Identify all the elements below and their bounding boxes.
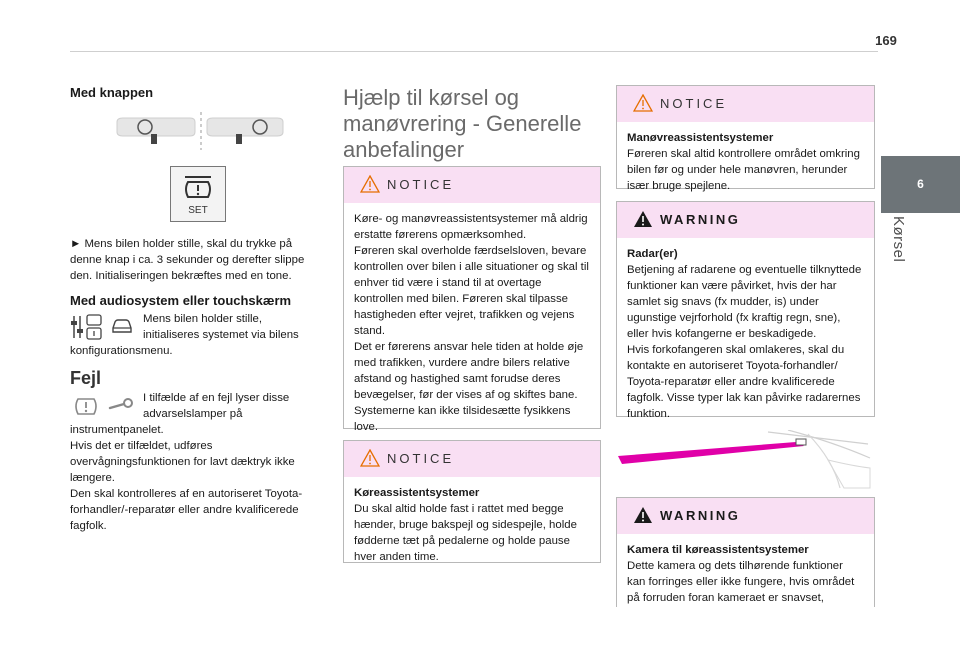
tire-pressure-icon [171, 169, 225, 207]
warning-lead: Radar(er) [627, 248, 678, 260]
warning-body [617, 534, 874, 606]
heading-audio-system: Med audiosystem eller touchskærm [70, 293, 292, 308]
notice-text-3: Det er førerens ansvar hele tiden at holde øje med trafikken, vurdere andre bilers relative afstand og hastighed samt forudse deres bevægelser, før der vises af og skiftes bane. [354, 341, 584, 401]
notice-text: Du skal altid holde fast i rattet med begge hænder, bruge bakspejl og sidespejle, holde fødderne tæt på pedalerne og holde pause hver anden time. [354, 503, 577, 563]
warning-header [617, 202, 874, 238]
steering-wheel-illustration-icon [115, 110, 285, 152]
warning-box-camera [616, 497, 875, 607]
para-fejl-rest [70, 422, 315, 534]
para-fejl-line1: I tilfælde af en fejl lyser disse [143, 392, 290, 404]
para-fejl-2: Hvis det er tilfældet, udføres overvågningsfunktionen for lavt dæktryk ikke længere. [70, 440, 295, 484]
notice-body [344, 203, 600, 435]
para-audio-block [143, 311, 318, 343]
wrench-icon [108, 398, 134, 412]
notice-text: Føreren skal altid kontrollere området omkring bilen før og under hele manøvren, herunder især bruge spejlene. [627, 148, 860, 192]
heading-fejl: Fejl [70, 368, 102, 388]
para-fejl-block [143, 390, 318, 422]
heading-med-knappen: Med knappen [70, 85, 154, 100]
notice-box-driving-assist [343, 440, 601, 563]
notice-body [617, 122, 874, 194]
para-fejl-3: Den skal kontrolleres af en autoriseret Toyota-forhandler/-reparatør eller andre kvalificerede fagfolk. [70, 488, 303, 532]
para-audio-line1: Mens bilen holder stille, [143, 313, 263, 325]
notice-lead: Manøvreassistentsystemer [627, 132, 774, 144]
warning-triangle-outline-icon [633, 94, 653, 112]
notice-header [344, 441, 600, 477]
notice-text-2: Føreren skal overholde færdselsloven, bevare kontrollen over bilen i alle situationer og skal til enhver tid være i stand til at overtage kontrollen med bilen. Føreren skal tilpasse hastigheden efter vejret, trafikken og vejens stand. [354, 245, 589, 337]
warning-box-radar [616, 201, 875, 420]
warning-triangle-outline-icon [360, 449, 380, 467]
car-icon [110, 316, 134, 336]
warning-lead: Kamera til køreassistentsystemer [627, 544, 809, 556]
para-fejl-line3: instrumentpanelet. [70, 424, 164, 436]
warning-triangle-outline-icon [360, 175, 380, 193]
notice-header [344, 167, 600, 203]
settings-menu-icon [70, 312, 104, 342]
para-fejl-line2: advarselslamper på [143, 408, 243, 420]
notice-lead: Køreassistentsystemer [354, 487, 480, 499]
notice-header [617, 86, 874, 122]
warning-body [617, 238, 874, 422]
notice-title: NOTICE [660, 96, 728, 111]
notice-title: NOTICE [387, 451, 455, 466]
warning-text-2: Hvis forkofangeren skal omlakeres, skal du kontakte en autoriseret Toyota-forhandler/ Toyota-reparatør eller andre kvalificerede fagfolk. Visse typer lak kan påvirke radarernes funktion. [627, 344, 861, 420]
warning-triangle-filled-icon [633, 506, 653, 524]
chapter-tab[interactable]: 6 [881, 156, 960, 213]
notice-box-general [343, 166, 601, 433]
notice-text-4: Systemerne kan ikke tilsidesætte fysikkens love. [354, 405, 571, 433]
warning-title: WARNING [660, 508, 741, 523]
header-rule [70, 51, 878, 52]
set-button-icon [170, 166, 226, 222]
notice-box-maneuver [616, 85, 875, 192]
windshield-camera-illustration-icon [618, 430, 874, 490]
notice-text-1: Køre- og manøvreassistentsystemer må aldrig erstatte førerens opmærksomhed. [354, 213, 588, 241]
warning-title: WARNING [660, 212, 741, 227]
chapter-label: Kørsel [890, 216, 907, 263]
warning-text-1: Betjening af radarene og eventuelle tilknyttede funktioner kan være påvirket, hvis der har samlet sig snavs (fx mudder, is) under ugunstige vejrforhold (fx kraftig regn, sne), eller hvis kofangerne er beskadigede. [627, 264, 862, 340]
notice-title: NOTICE [387, 177, 455, 192]
para-audio-line2: initialiseres systemet via bilens [143, 329, 299, 341]
warning-header [617, 498, 874, 534]
para-audio-line3: konfigurationsmenu. [70, 345, 173, 357]
notice-body [344, 477, 600, 565]
tire-pressure-warning-icon [72, 393, 100, 419]
section-title: Hjælp til kørsel og manøvrering - Generelle anbefalinger [343, 85, 582, 162]
para-button-instruction: ► Mens bilen holder stille, skal du trykke på denne knap i ca. 3 sekunder og derefter slippe den. Initialiseringen bekræftes med en tone. [70, 238, 305, 282]
page-number: 169 [875, 33, 897, 48]
warning-triangle-filled-icon [633, 210, 653, 228]
set-label: SET [188, 205, 208, 216]
warning-text: Dette kamera og dets tilhørende funktioner kan forringes eller ikke fungere, hvis området på forruden foran kameraet er snavset, [627, 560, 855, 604]
